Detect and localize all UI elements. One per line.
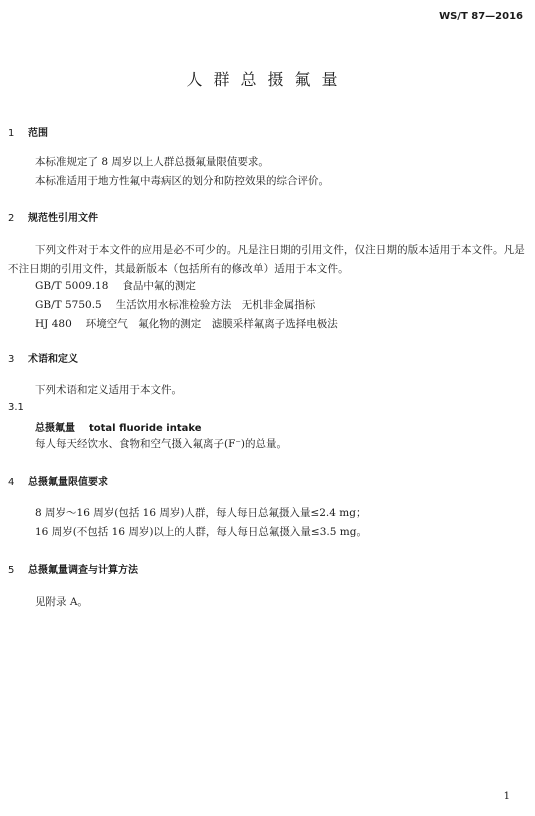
reference-item (35, 278, 196, 293)
section-title: 术语和定义 (28, 354, 78, 365)
reference-name: 生活饮用水标准检验方法 无机非金属指标 (115, 299, 316, 311)
reference-name: 环境空气 氟化物的测定 滤膜采样氟离子选择电极法 (85, 318, 338, 330)
term-english: total fluoride intake (89, 423, 202, 434)
paragraph: 下列术语和定义适用于本文件。 (35, 384, 182, 396)
reference-code: GB/T 5009.18 (35, 280, 109, 292)
section-3-heading (8, 350, 78, 365)
reference-name: 食品中氟的测定 (122, 280, 196, 292)
section-5-heading (8, 561, 138, 576)
reference-code: GB/T 5750.5 (35, 299, 102, 311)
section-number: 3 (8, 354, 15, 365)
standard-code: WS/T 87—2016 (439, 11, 523, 22)
section-4-heading (8, 473, 108, 488)
reference-code: HJ 480 (35, 318, 72, 330)
paragraph: 本标准规定了 8 周岁以上人群总摄氟量限值要求。 (35, 156, 269, 168)
page-number: 1 (503, 791, 510, 802)
reference-item (35, 297, 315, 312)
section-number: 2 (8, 213, 15, 224)
section-title: 总摄氟量限值要求 (28, 477, 108, 488)
section-title: 范围 (28, 128, 48, 139)
section-1-heading (8, 124, 48, 139)
paragraph: 本标准适用于地方性氟中毒病区的划分和防控效果的综合评价。 (35, 175, 329, 187)
paragraph: 下列文件对于本文件的应用是必不可少的。凡是注日期的引用文件，仅注日期的版本适用于本文件。凡是不注日期的引用文件，其最新版本（包括所有的修改单）适用于本文件。 (8, 244, 525, 275)
clause-number: 3.1 (8, 402, 24, 413)
reference-item (35, 316, 338, 331)
term-definition: 每人每天经饮水、食物和空气摄入氟离子(F⁻)的总量。 (35, 438, 288, 450)
section-number: 5 (8, 565, 15, 576)
section-title: 规范性引用文件 (28, 213, 98, 224)
section-title: 总摄氟量调查与计算方法 (28, 565, 138, 576)
document-title: 人群总摄氟量 (186, 70, 349, 89)
paragraph: 见附录 A。 (35, 596, 88, 608)
paragraph: 16 周岁(不包括 16 周岁)以上的人群，每人每日总氟摄入量≤3.5 mg。 (35, 526, 367, 538)
term-chinese: 总摄氟量 (35, 423, 75, 434)
section-2-heading (8, 209, 98, 224)
term-entry (35, 419, 202, 434)
section-number: 1 (8, 128, 15, 139)
paragraph: 8 周岁～16 周岁(包括 16 周岁)人群，每人每日总氟摄入量≤2.4 mg； (35, 507, 367, 519)
section-number: 4 (8, 477, 15, 488)
